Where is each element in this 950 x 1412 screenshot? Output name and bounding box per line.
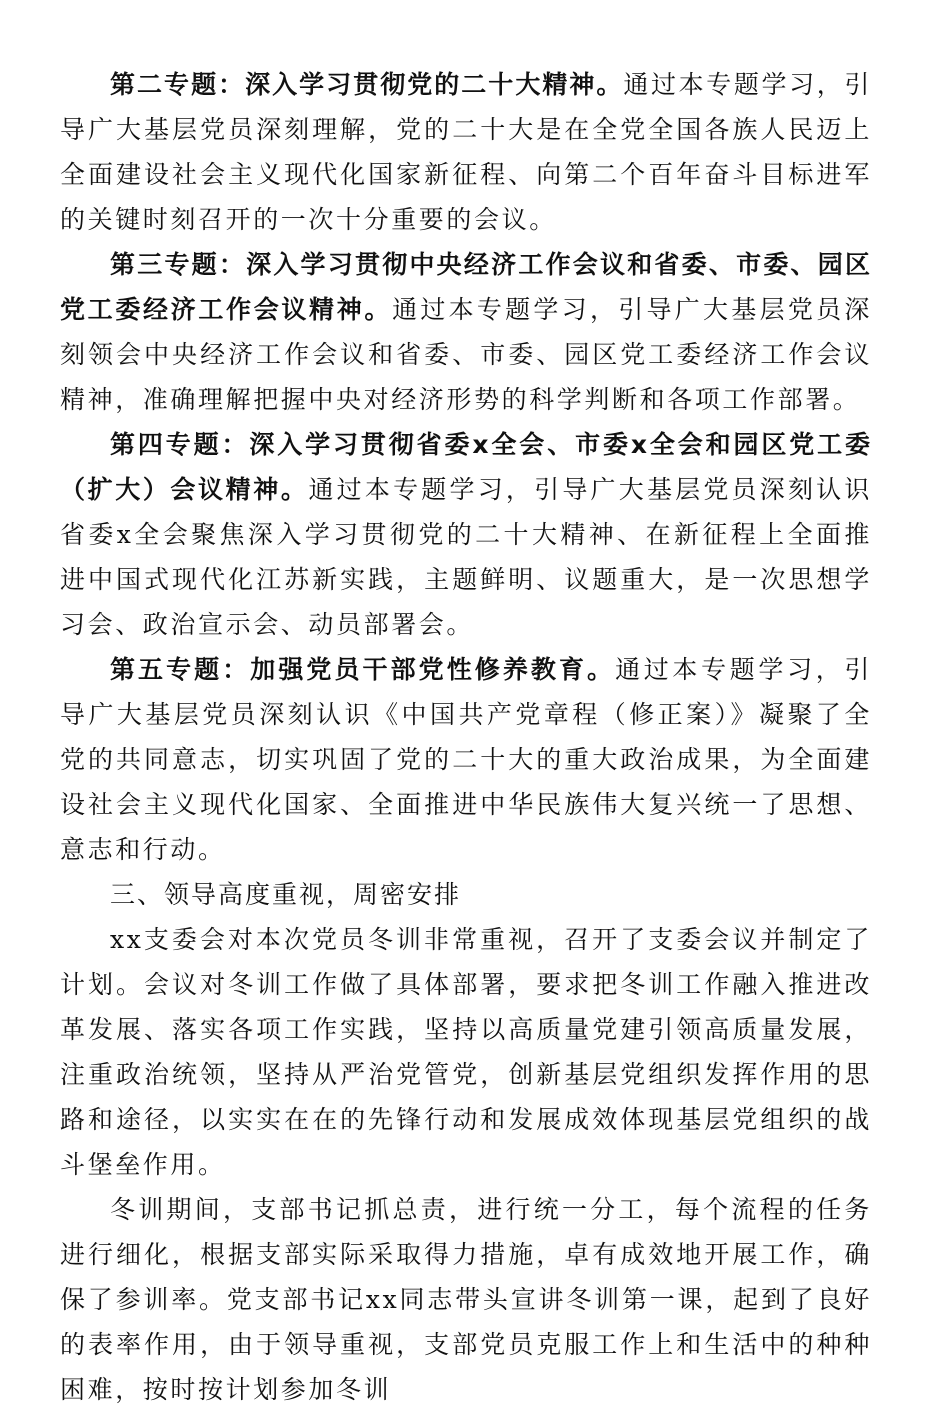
section-body-4: 通过本专题学习，引导广大基层党员深刻认识省委x全会聚焦深入学习贯彻党的二十大精神、在新征程上全面推进中国式现代化江苏新实践，主题鲜明、议题重大，是一次思想学习会、政治宣示会、动员部署会。 <box>60 475 872 639</box>
section-paragraph-3 <box>60 242 872 422</box>
section-lead-4: 第四专题：深入学习贯彻省委x全会、市委x全会和园区党工委（扩大）会议精神。 <box>60 430 872 504</box>
section-body-5: 通过本专题学习，引导广大基层党员深刻认识《中国共产党章程（修正案）》凝聚了全党的共同意志，切实巩固了党的二十大的重大政治成果，为全面建设社会主义现代化国家、全面推进中华民族伟大复兴统一了思想、意志和行动。 <box>60 655 872 864</box>
body-paragraph-1: xx支委会对本次党员冬训非常重视，召开了支委会议并制定了计划。会议对冬训工作做了具体部署，要求把冬训工作融入推进改革发展、落实各项工作实践，坚持以高质量党建引领高质量发展，注重政治统领，坚持从严治党管党，创新基层党组织发挥作用的思路和途径，以实实在在的先锋行动和发展成效体现基层党组织的战斗堡垒作用。 <box>60 925 872 1179</box>
section-paragraph-4 <box>60 422 872 647</box>
section-lead-3: 第三专题：深入学习贯彻中央经济工作会议和省委、市委、园区党工委经济工作会议精神。 <box>60 250 872 324</box>
section-lead-2: 第二专题：深入学习贯彻党的二十大精神。 <box>110 70 624 99</box>
section-heading-3: 三、领导高度重视，周密安排 <box>110 880 462 909</box>
section-paragraph-5 <box>60 647 872 872</box>
section-lead-5: 第五专题：加强党员干部党性修养教育。 <box>110 655 616 684</box>
body-paragraph-2: 冬训期间，支部书记抓总责，进行统一分工，每个流程的任务进行细化，根据支部实际采取得力措施，卓有成效地开展工作，确保了参训率。党支部书记xx同志带头宣讲冬训第一课，起到了良好的表率作用，由于领导重视，支部党员克服工作上和生活中的种种困难，按时按计划参加冬训 <box>60 1195 872 1404</box>
section-body-2: 通过本专题学习，引导广大基层党员深刻理解，党的二十大是在全党全国各族人民迈上全面建设社会主义现代化国家新征程、向第二个百年奋斗目标进军的关键时刻召开的一次十分重要的会议。 <box>60 70 872 234</box>
section-paragraph-2 <box>60 62 872 242</box>
section-body-3: 通过本专题学习，引导广大基层党员深刻领会中央经济工作会议和省委、市委、园区党工委经济工作会议精神，准确理解把握中央对经济形势的科学判断和各项工作部署。 <box>60 295 872 414</box>
